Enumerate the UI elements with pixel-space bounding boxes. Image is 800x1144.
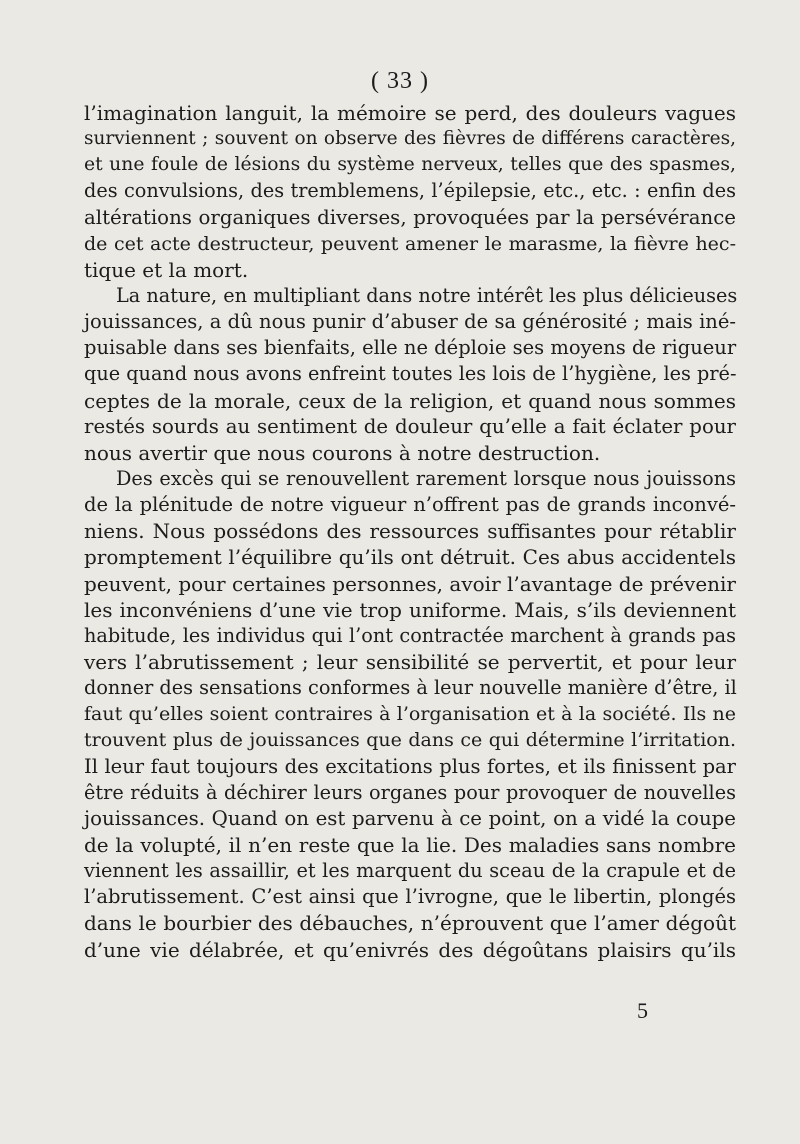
text-line: nous avertir que nous courons à notre destruction. <box>84 440 601 465</box>
text-line: peuvent, pour certaines personnes, avoir l’avantage de prévenir <box>84 571 736 596</box>
text-line: l’abrutissement. C’est ainsi que l’ivrogne, que le libertin, plongés <box>84 885 736 909</box>
text-line: et une foule de lésions du système nerveux, telles que des spasmes, <box>84 154 736 176</box>
paragraph <box>84 283 736 466</box>
text-line: de cet acte destructeur, peuvent amener le marasme, la fièvre hec- <box>84 232 736 255</box>
page-number: ( 33 ) <box>371 68 429 94</box>
text-line: de la plénitude de notre vigueur n’offrent pas de grands inconvé- <box>84 493 736 517</box>
text-line: surviennent ; souvent on observe des fièvres de différens caractères, <box>84 128 736 150</box>
text-line: vers l’abrutissement ; leur sensibilité se pervertit, et pour leur <box>84 649 736 674</box>
text-line: habitude, les individus qui l’ont contractée marchent à grands pas <box>84 623 736 647</box>
text-line: que quand nous avons enfreint toutes les lois de l’hygiène, les pré- <box>84 362 737 386</box>
text-line: restés sourds au sentiment de douleur qu’elle a fait éclater pour <box>84 414 736 438</box>
text-line: Il leur faut toujours des excitations plus fortes, et ils finissent par <box>84 754 736 778</box>
text-line: d’une vie délabrée, et qu’enivrés des dégoûtans plaisirs qu’ils <box>84 937 736 962</box>
text-line: Des excès qui se renouvellent rarement lorsque nous jouissons <box>116 466 736 490</box>
text-line: des convulsions, des tremblemens, l’épilepsie, etc., etc. : enfin des <box>84 179 736 203</box>
text-line: viennent les assaillir, et les marquent du sceau de la crapule et de <box>84 859 736 883</box>
paragraph <box>84 100 736 283</box>
text-line: dans le bourbier des débauches, n’éprouvent que l’amer dégoût <box>84 911 736 936</box>
text-line: de la volupté, il n’en reste que la lie. Des maladies sans nombre <box>84 832 736 857</box>
text-line: donner des sensations conformes à leur nouvelle manière d’être, il <box>84 676 737 700</box>
text-line: jouissances. Quand on est parvenu à ce point, on a vidé la coupe <box>84 806 736 830</box>
text-line: promptement l’équilibre qu’ils ont détruit. Ces abus accidentels <box>84 545 736 570</box>
text-line: puisable dans ses bienfaits, elle ne déploie ses moyens de rigueur <box>84 336 737 360</box>
text-line: être réduits à déchirer leurs organes pour provoquer de nouvelles <box>84 780 736 804</box>
text-line: l’imagination languit, la mémoire se perd, des douleurs vagues <box>84 101 736 125</box>
body-text <box>84 100 736 963</box>
printer-signature-mark: 5 <box>637 998 648 1023</box>
text-line: altérations organiques diverses, provoquées par la persévérance <box>84 205 736 229</box>
text-line: niens. Nous possédons des ressources suffisantes pour rétablir <box>84 519 736 544</box>
paragraph <box>84 466 736 963</box>
text-line: jouissances, a dû nous punir d’abuser de sa générosité ; mais iné- <box>84 310 736 334</box>
text-line: La nature, en multipliant dans notre intérêt les plus délicieuses <box>116 283 738 307</box>
text-line: tique et la mort. <box>84 257 249 282</box>
text-line: trouvent plus de jouissances que dans ce qui détermine l’irritation. <box>84 729 736 752</box>
text-line: ceptes de la morale, ceux de la religion, et quand nous sommes <box>84 388 736 413</box>
text-line: les inconvéniens d’une vie trop uniforme. Mais, s’ils deviennent <box>84 597 736 622</box>
text-line: faut qu’elles soient contraires à l’organisation et à la société. Ils ne <box>84 703 736 726</box>
